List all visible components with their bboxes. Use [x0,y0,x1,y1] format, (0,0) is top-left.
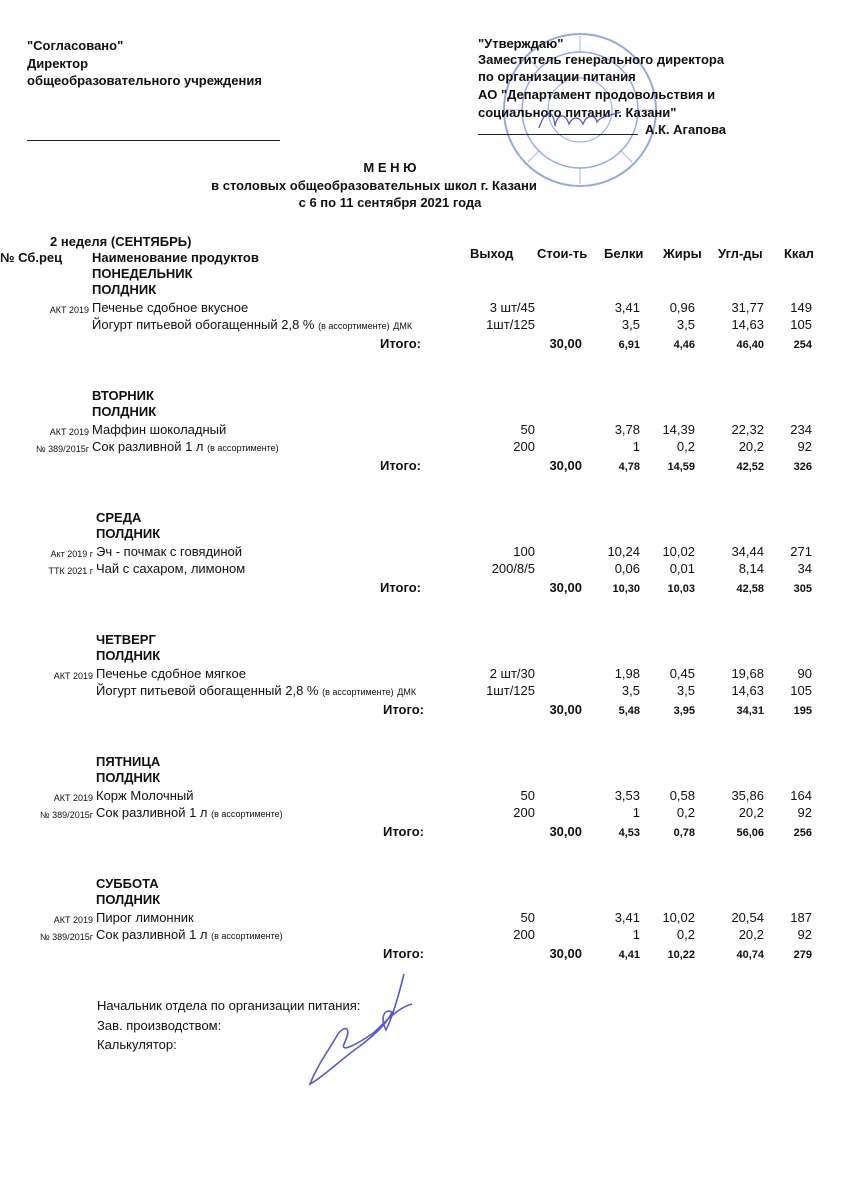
total-label: Итого: [383,946,424,961]
total-fat: 14,59 [667,461,695,473]
output-value: 200 [513,439,535,454]
col-recipe-header: № Сб.рец [0,250,63,265]
kcal-value: 187 [790,910,812,925]
approval-left-title: "Согласовано" [27,38,124,53]
fat-value: 10,02 [662,544,695,559]
carbs-value: 8,14 [738,561,764,576]
protein-value: 3,53 [614,788,640,803]
day-name: ПЯТНИЦА [96,754,161,769]
output-value: 1шт/125 [486,683,535,698]
carbs-value: 20,54 [731,910,764,925]
director-signature-icon [535,104,625,136]
fat-value: 14,39 [662,422,695,437]
recipe-ref: № 389/2015г [40,810,93,820]
recipe-ref: АКТ 2019 [53,671,93,681]
total-cost: 30,00 [549,336,582,351]
day-block [0,510,848,610]
day-name: СУББОТА [96,876,159,891]
protein-value: 3,5 [621,683,640,698]
output-value: 200 [513,805,535,820]
footer-line1: Начальник отдела по организации питания: [97,998,361,1013]
menu-period: с 6 по 11 сентября 2021 года [298,195,482,210]
product-row [96,544,242,560]
output-value: 1шт/125 [486,317,535,332]
approval-right-title: "Утверждаю" [478,36,564,51]
output-value: 3 шт/45 [489,300,535,315]
total-label: Итого: [380,580,421,595]
total-label: Итого: [383,824,424,839]
product-row [92,422,226,438]
recipe-ref: АКТ 2019 [49,427,89,437]
kcal-value: 271 [790,544,812,559]
product-name: Сок разливной 1 л [96,805,208,820]
approval-right-line4: социального питани г. Казани" [478,105,677,120]
product-brand: ДМК [393,321,413,331]
kcal-value: 90 [797,666,812,681]
total-protein: 6,91 [618,339,640,351]
product-name: Йогурт питьевой обогащенный 2,8 % [92,317,315,332]
product-row [96,683,416,700]
fat-value: 0,2 [676,805,695,820]
output-value: 50 [520,788,535,803]
total-protein: 4,78 [618,461,640,473]
carbs-value: 35,86 [731,788,764,803]
protein-value: 1 [632,805,640,820]
total-carbs: 56,06 [736,827,764,839]
total-cost: 30,00 [549,580,582,595]
product-row [92,317,412,334]
product-note: (в ассортименте) [211,931,283,941]
total-cost: 30,00 [549,458,582,473]
product-name: Сок разливной 1 л [92,439,204,454]
product-name: Печенье сдобное вкусное [92,300,249,315]
product-name: Печенье сдобное мягкое [96,666,246,681]
output-value: 200 [513,927,535,942]
product-name: Эч - почмак с говядиной [96,544,243,559]
product-note: (в ассортименте) [322,687,394,697]
total-protein: 4,41 [618,949,640,961]
product-name: Йогурт питьевой обогащенный 2,8 % [96,683,319,698]
product-name: Маффин шоколадный [92,422,227,437]
approval-left-line2: общеобразовательного учреждения [27,73,262,88]
col-carbs-header: Угл-ды [718,246,763,261]
menu-title: М Е Н Ю [363,160,417,175]
protein-value: 1 [632,439,640,454]
product-name: Корж Молочный [96,788,194,803]
approval-right-line1: Заместитель генерального директора [478,52,725,67]
col-cost-header: Стои-ть [537,246,588,261]
col-output-header: Выход [470,246,514,261]
total-kcal: 254 [793,339,812,351]
meal-name: ПОЛДНИК [92,404,157,419]
fat-value: 0,01 [669,561,695,576]
product-note: (в ассортименте) [211,809,283,819]
day-block [0,632,848,732]
protein-value: 3,41 [614,300,640,315]
carbs-value: 34,44 [731,544,764,559]
protein-value: 1 [632,927,640,942]
total-carbs: 34,31 [736,705,764,717]
col-protein-header: Белки [604,246,644,261]
total-label: Итого: [383,702,424,717]
meal-name: ПОЛДНИК [96,648,161,663]
protein-value: 0,06 [614,561,640,576]
meal-name: ПОЛДНИК [96,892,161,907]
output-value: 100 [513,544,535,559]
carbs-value: 19,68 [731,666,764,681]
menu-subtitle: в столовых общеобразовательных школ г. Казани [211,178,537,193]
total-carbs: 40,74 [736,949,764,961]
kcal-value: 105 [790,317,812,332]
carbs-value: 14,63 [731,317,764,332]
carbs-value: 22,32 [731,422,764,437]
day-block [0,876,848,976]
fat-value: 3,5 [676,317,695,332]
output-value: 50 [520,910,535,925]
kcal-value: 92 [797,927,812,942]
fat-value: 0,58 [669,788,695,803]
carbs-value: 31,77 [731,300,764,315]
kcal-value: 34 [797,561,812,576]
recipe-ref: № 389/2015г [40,932,93,942]
day-name: ПОНЕДЕЛЬНИК [92,266,193,281]
total-kcal: 195 [793,705,812,717]
total-label: Итого: [380,458,421,473]
fat-value: 3,5 [676,683,695,698]
protein-value: 10,24 [607,544,640,559]
recipe-ref: АКТ 2019 [49,305,89,315]
footer-line2: Зав. производством: [97,1018,222,1033]
product-note: (в ассортименте) [207,443,279,453]
col-fat-header: Жиры [663,246,702,261]
product-row [96,805,283,822]
day-block [0,388,848,488]
kcal-value: 234 [790,422,812,437]
recipe-ref: АКТ 2019 [53,915,93,925]
kcal-value: 149 [790,300,812,315]
carbs-value: 14,63 [731,683,764,698]
approval-right-signer: А.К. Агапова [645,122,727,137]
protein-value: 3,5 [621,317,640,332]
total-fat: 10,03 [667,583,695,595]
product-row [92,439,279,456]
day-name: СРЕДА [96,510,142,525]
product-row [96,788,194,804]
recipe-ref: ТТК 2021 г [48,566,93,576]
total-kcal: 279 [793,949,812,961]
fat-value: 10,02 [662,910,695,925]
fat-value: 0,2 [676,927,695,942]
product-note: (в ассортименте) [318,321,390,331]
chief-signature-icon [300,968,420,1088]
fat-value: 0,96 [669,300,695,315]
product-row [96,666,246,682]
approval-left-line1: Директор [27,56,89,71]
approval-right-line2: по организации питания [478,69,636,84]
signature-line-left [27,140,280,141]
product-row [96,561,245,577]
kcal-value: 92 [797,439,812,454]
kcal-value: 92 [797,805,812,820]
recipe-ref: АКТ 2019 [53,793,93,803]
day-block [0,266,848,366]
fat-value: 0,45 [669,666,695,681]
approval-right-line3: АО "Департамент продовольствия и [478,87,716,102]
day-name: ЧЕТВЕРГ [96,632,156,647]
total-fat: 3,95 [673,705,695,717]
total-protein: 5,48 [618,705,640,717]
meal-name: ПОЛДНИК [96,770,161,785]
carbs-value: 20,2 [738,805,764,820]
total-carbs: 42,52 [736,461,764,473]
protein-value: 1,98 [614,666,640,681]
product-row [96,910,194,926]
meal-name: ПОЛДНИК [96,526,161,541]
total-carbs: 46,40 [736,339,764,351]
carbs-value: 20,2 [738,927,764,942]
recipe-ref: № 389/2015г [36,444,89,454]
product-row [96,927,283,944]
kcal-value: 105 [790,683,812,698]
output-value: 2 шт/30 [489,666,535,681]
product-brand: ДМК [397,687,417,697]
total-kcal: 256 [793,827,812,839]
recipe-ref: Акт 2019 г [50,549,93,559]
col-kcal-header: Ккал [784,246,814,261]
fat-value: 0,2 [676,439,695,454]
meal-name: ПОЛДНИК [92,282,157,297]
total-cost: 30,00 [549,946,582,961]
output-value: 200/8/5 [491,561,535,576]
total-kcal: 326 [793,461,812,473]
product-name: Сок разливной 1 л [96,927,208,942]
col-name-header: Наименование продуктов [92,250,259,265]
total-fat: 0,78 [673,827,695,839]
protein-value: 3,78 [614,422,640,437]
total-kcal: 305 [793,583,812,595]
total-cost: 30,00 [549,702,582,717]
product-name: Пирог лимонник [96,910,194,925]
total-protein: 10,30 [612,583,640,595]
protein-value: 3,41 [614,910,640,925]
product-name: Чай с сахаром, лимоном [96,561,246,576]
week-label: 2 неделя (СЕНТЯБРЬ) [50,234,192,249]
product-row [92,300,248,316]
total-label: Итого: [380,336,421,351]
total-protein: 4,53 [618,827,640,839]
carbs-value: 20,2 [738,439,764,454]
footer-line3: Калькулятор: [97,1037,177,1052]
kcal-value: 164 [790,788,812,803]
day-name: ВТОРНИК [92,388,154,403]
output-value: 50 [520,422,535,437]
total-fat: 10,22 [667,949,695,961]
day-block [0,754,848,854]
total-cost: 30,00 [549,824,582,839]
total-fat: 4,46 [673,339,695,351]
total-carbs: 42,58 [736,583,764,595]
